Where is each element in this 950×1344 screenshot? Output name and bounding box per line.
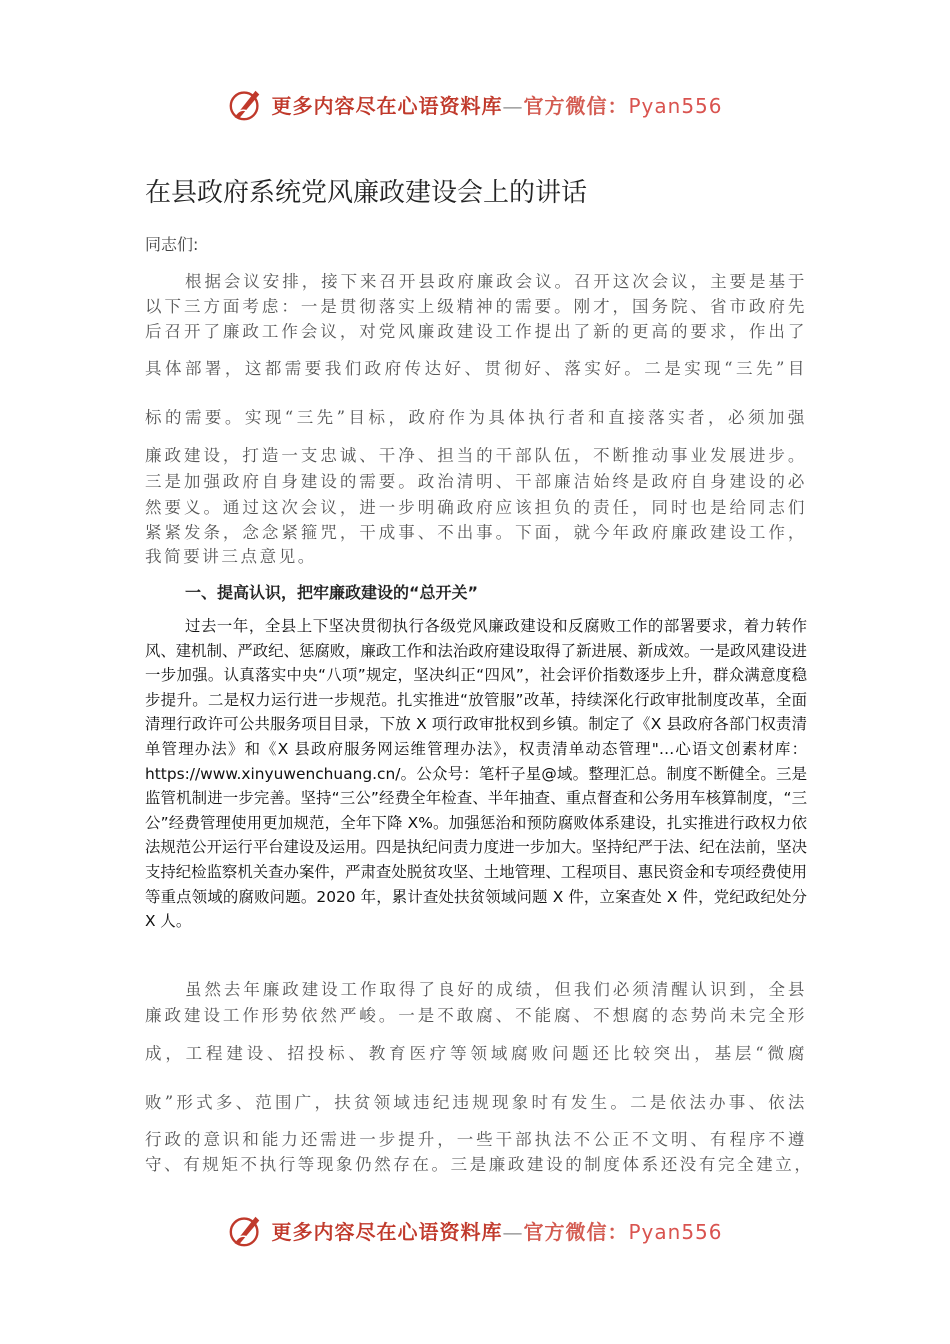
- paragraph-1-line: 紧紧发条，念念紧箍咒，干成事、不出事。下面，就今年政府廉政建设工作，: [145, 523, 807, 542]
- paragraph-3-line: 廉政建设工作形势依然严峻。一是不敢腐、不能腐、不想腐的态势尚未完全形: [145, 1006, 807, 1025]
- paragraph-1-line: 我简要讲三点意见。: [145, 547, 317, 566]
- paragraph-1-line: 廉政建设，打造一支忠诚、干净、担当的干部队伍，不断推动事业发展进步。: [145, 446, 807, 465]
- banner-dash: —: [502, 93, 524, 118]
- paragraph-1-line: 然要义。通过这次会议，进一步明确政府应该担负的责任，同时也是给同志们: [145, 498, 807, 517]
- writing-quill-logo-icon: [227, 1211, 265, 1249]
- wechat-label: 官方微信：: [523, 93, 629, 118]
- writing-quill-logo-icon: [227, 85, 265, 123]
- banner-text: [271, 90, 722, 119]
- wechat-label: 官方微信：: [523, 1219, 629, 1244]
- paragraph-1-line: 以下三方面考虑：一是贯彻落实上级精神的需要。刚才，国务院、省市政府先: [145, 297, 807, 316]
- paragraph-3-line: 败”形式多、范围广，扶贫领域违纪违规现象时有发生。二是依法办事、依法: [145, 1093, 807, 1112]
- paragraph-1-line: 三是加强政府自身建设的需要。政治清明、干部廉洁始终是政府自身建设的必: [145, 472, 807, 491]
- banner-text: [271, 1216, 722, 1245]
- wechat-id: Pyan556: [628, 93, 723, 118]
- banner-dash: —: [502, 1219, 524, 1244]
- footer-banner: [0, 1210, 950, 1250]
- paragraph-2: 过去一年，全县上下坚决贯彻执行各级党风廉政建设和反腐败工作的部署要求，着力转作风、建机制、严政纪、惩腐败，廉政工作和法治政府建设取得了新进展、新成效。一是政风建设进一步加强。认真落实中央“八项”规定，坚决纠正“四风”，社会评价指数逐步上升，群众满意度稳步提升。二是权力运行进一步规范。扎实推进“放管服”改革，持续深化行政审批制度改革，全面清理行政许可公共服务项目目录，下放 X 项行政审批权到乡镇。制定了《X 县政府各部门权责清单管理办法》和《X 县政府服务网运维管理办法》，权责清单动态管理"…心语文创素材库：https://www.xinyuwenchuang.cn/。公众号：笔杆子星@域。整理汇总。制度不断健全。三是监管机制进一步完善。坚持“三公”经费全年检查、半年抽查、重点督查和公务用车核算制度，“三公”经费管理使用更加规范，全年下降 X%。加强惩治和预防腐败体系建设，扎实推进行政权力依法规范公开运行平台建设及运用。四是执纪问责力度进一步加大。坚持纪严于法、纪在法前，坚决支持纪检监察机关查办案件，严肃查处脱贫攻坚、土地管理、工程项目、惠民资金和专项经费使用等重点领域的腐败问题。2020 年，累计查处扶贫领域问题 X 件，立案查处 X 件，党纪政纪处分 X 人。: [145, 617, 807, 931]
- paragraph-3-line: 守、有规矩不执行等现象仍然存在。三是廉政建设的制度体系还没有完全建立，: [145, 1155, 814, 1174]
- paragraph-3-line: 虽然去年廉政建设工作取得了良好的成绩，但我们必须清醒认识到，全县: [185, 980, 807, 999]
- banner-main-text: 更多内容尽在心语资料库: [271, 93, 503, 118]
- paragraph-1-line: 具体部署，这都需要我们政府传达好、贯彻好、落实好。二是实现“三先”目: [145, 359, 807, 378]
- salutation: 同志们:: [145, 235, 199, 254]
- paragraph-3-line: 成，工程建设、招投标、教育医疗等领域腐败问题还比较突出，基层“微腐: [145, 1044, 807, 1063]
- document-title: 在县政府系统党风廉政建设会上的讲话: [145, 178, 588, 208]
- section-heading-1: 一、提高认识，把牢廉政建设的“总开关”: [185, 583, 479, 602]
- wechat-id: Pyan556: [628, 1219, 723, 1244]
- paragraph-1-line: 后召开了廉政工作会议，对党风廉政建设工作提出了新的更高的要求，作出了: [145, 322, 807, 341]
- paragraph-1-line: 根据会议安排，接下来召开县政府廉政会议。召开这次会议，主要是基于: [185, 272, 807, 291]
- banner-main-text: 更多内容尽在心语资料库: [271, 1219, 503, 1244]
- paragraph-3-line: 行政的意识和能力还需进一步提升，一些干部执法不公正不文明、有程序不遵: [145, 1130, 807, 1149]
- header-banner: [0, 84, 950, 124]
- paragraph-1-line: 标的需要。实现“三先”目标，政府作为具体执行者和直接落实者，必须加强: [145, 408, 807, 427]
